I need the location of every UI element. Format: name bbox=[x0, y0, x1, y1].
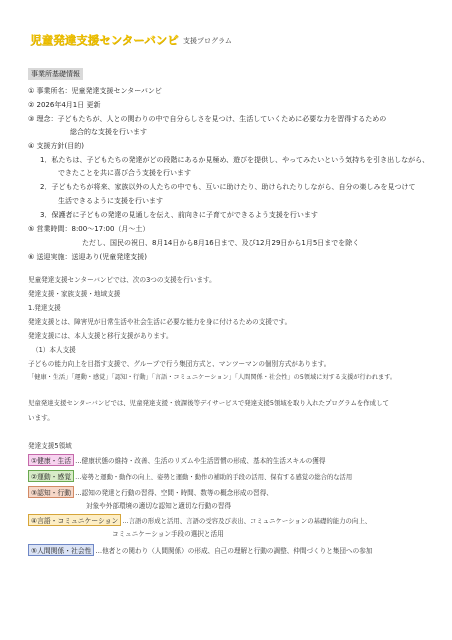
domain-desc-cont: コミュニケーション手段の選択と活用 bbox=[112, 530, 224, 538]
program-line: 発達支援とは、障害児が日常生活や社会生活に必要な能力を身に付けるための支援です。 bbox=[28, 318, 292, 326]
program-line: 児童発達支援センターバンビでは、児童発達支援・放課後等デイサービスで発達支援5領域を取り入れたプログラムを作成して bbox=[28, 399, 389, 407]
info-item: ⑥ 送迎実施：送迎あり(児童発達支援) bbox=[28, 253, 147, 261]
info-item: 生活できるように支援を行います bbox=[58, 197, 163, 205]
info-item: ⑤ 営業時間：8:00～17:00（月～土） bbox=[28, 225, 150, 233]
domain-desc: …言語の形成と活用、言語の受容及び表出、コミュニケーションの基礎的能力の向上、 bbox=[122, 516, 372, 525]
domain-badge: ②運動・感覚 bbox=[28, 470, 74, 482]
domain-desc: …他者との関わり（人間関係）の形成、自己の理解と行動の調整、仲間づくりと集団への参加 bbox=[95, 547, 373, 555]
domain-row bbox=[28, 486, 273, 498]
domain-row bbox=[28, 454, 325, 466]
domain-desc-cont: 対象や外部環境の適切な認知と適切な行動の習得 bbox=[86, 502, 232, 510]
program-line: 発達支援には、本人支援と移行支援があります。 bbox=[28, 332, 173, 340]
program-line: 児童発達支援センターバンビでは、次の3つの支援を行います。 bbox=[28, 276, 216, 284]
info-item: 3．保護者に子どもの発達の見通しを伝え、前向きに子育てができるよう支援を行います bbox=[40, 211, 318, 219]
info-item: できたことを共に喜び合う支援を行います bbox=[58, 169, 191, 177]
domain-desc: …姿勢と運動・動作の向上、姿勢と運動・動作の補助的手段の活用、保有する感覚の総合的な活用 bbox=[75, 473, 353, 481]
program-line: （1）本人支援 bbox=[32, 346, 76, 354]
program-line: 子どもの能力向上を目指す支援で、グループで行う集団方式と、マンツーマンの個別方式があります。 bbox=[28, 360, 331, 368]
page-subtitle: 支援プログラム bbox=[183, 37, 232, 45]
domain-row bbox=[28, 514, 371, 526]
domain-badge: ③認知・行動 bbox=[28, 486, 74, 498]
info-item: 2．子どもたちが将来、家族以外の人たちの中でも、互いに助けたり、助けられたりしながら、自分の楽しみを見つけて bbox=[40, 183, 416, 191]
domain-desc: …健康状態の維持・改善、生活のリズムや生活習慣の形成、基本的生活スキルの獲得 bbox=[75, 457, 326, 465]
domain-desc: …認知の発達と行動の習得、空間・時間、数等の概念形成の習得、 bbox=[75, 489, 273, 497]
domain-row bbox=[28, 544, 372, 556]
domain-row bbox=[28, 470, 352, 482]
domain-badge: ④言語・コミュニケーション bbox=[28, 514, 121, 526]
info-item: 1．私たちは、子どもたちの発達がどの段階にあるか見極め、遊びを提供し、やってみたいという気持ちを引き出しながら、 bbox=[40, 156, 430, 164]
program-line: 1.発達支援 bbox=[28, 304, 61, 312]
info-item: 総合的な支援を行います bbox=[70, 128, 147, 136]
page-title: 児童発達支援センターバンビ bbox=[30, 33, 179, 47]
domain-badge: ①健康・生活 bbox=[28, 454, 74, 466]
info-item: ④ 支援方針(目的) bbox=[28, 142, 84, 150]
program-line: 発達支援・家族支援・地域支援 bbox=[28, 290, 121, 298]
info-item: ② 2026年4月1日 更新 bbox=[28, 101, 101, 109]
info-item: ① 事業所名：児童発達支援センターバンビ bbox=[28, 87, 162, 95]
program-line: います。 bbox=[28, 414, 54, 422]
domain-badge: ⑤人間関係・社会性 bbox=[28, 544, 94, 556]
domains-heading: 発達支援5領域 bbox=[28, 442, 72, 450]
program-line: 「健康・生活」「運動・感覚」「認知・行動」「言語・コミュニケーション」「人間関係・社会性」の5領域に対する支援が行われます。 bbox=[28, 374, 397, 381]
info-item: ③ 理念：子どもたちが、人との関わりの中で自分らしさを見つけ、生活していくために必要な力を習得するための bbox=[28, 115, 387, 123]
basic-info-heading: 事業所基礎情報 bbox=[28, 68, 83, 80]
info-item: ただし、国民の祝日、8月14日から8月16日まで、及び12月29日から1月5日までを除く bbox=[82, 239, 360, 247]
